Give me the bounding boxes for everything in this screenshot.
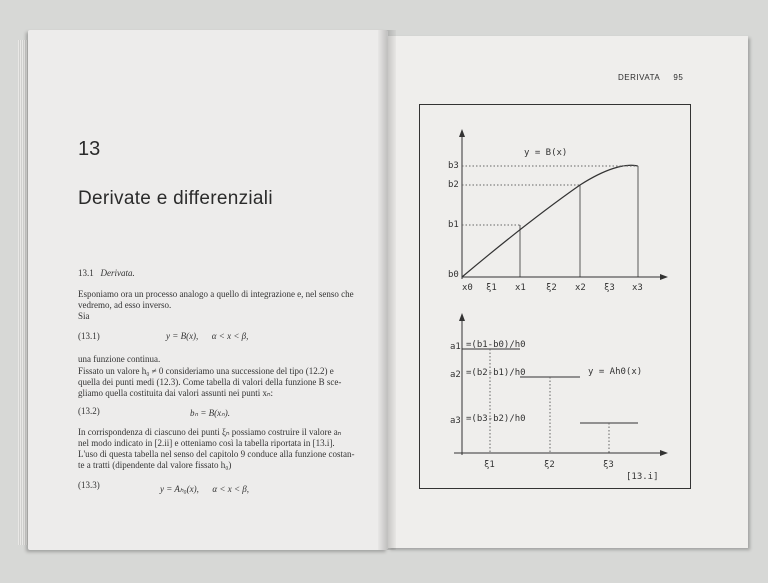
- section-title: Derivata.: [100, 268, 135, 278]
- b-label: b3: [448, 161, 459, 171]
- running-header: [618, 73, 683, 82]
- paragraph-line: te a tratti (dipendente dal valore fissato h₀): [78, 460, 232, 470]
- equation: bₙ = B(xₙ).: [190, 408, 230, 418]
- x-label: ξ1: [486, 283, 497, 293]
- x-label: ξ3: [604, 283, 615, 293]
- xi-label: ξ2: [544, 460, 555, 470]
- x-axis-arrow: [660, 274, 668, 280]
- paragraph-line: Sia: [78, 311, 90, 321]
- paragraph-line: una funzione continua.: [78, 354, 161, 364]
- paragraph-line: In corrispondenza di ciascuno dei punti ξₙ possiamo costruire il valore aₙ: [78, 427, 342, 437]
- x-label: ξ2: [546, 283, 557, 293]
- step-function-label: y = Ah0(x): [588, 367, 643, 377]
- a-label: a2: [450, 370, 461, 380]
- a-label: a3: [450, 416, 461, 426]
- equation-label: (13.3): [78, 480, 100, 490]
- equation-label: (13.2): [78, 406, 100, 416]
- paragraph-line: L'uso di questa tabella nel senso del capitolo 9 conduce alla funzione costan-: [78, 449, 355, 459]
- section-number: 13.1: [78, 268, 94, 278]
- x-label: x3: [632, 283, 643, 293]
- book-gutter: [378, 30, 396, 550]
- paragraph-line: quella dei punti medi (12.3). Come tabella di valori della funzione B sce-: [78, 377, 342, 387]
- x-label: x2: [575, 283, 586, 293]
- figure-13-i: [419, 104, 691, 489]
- x-label: x1: [515, 283, 526, 293]
- xi-label: ξ1: [484, 460, 495, 470]
- equation-label: (13.1): [78, 331, 100, 341]
- paragraph-line: vedremo, ad esso inverso.: [78, 300, 172, 310]
- a-formula: =(b2-b1)/h0: [466, 368, 526, 378]
- chapter-title: Derivate e differenziali: [78, 188, 273, 209]
- paragraph-line: nel modo indicato in [2.ii] e otteniamo così la tabella riportata in [13.i].: [78, 438, 335, 448]
- figure-reference: [13.i]: [626, 472, 659, 482]
- curve-label: y = B(x): [524, 148, 568, 158]
- equation: y = B(x), α < x < β,: [166, 331, 249, 341]
- paragraph-line: Fissato un valore h₀ ≠ 0 consideriamo una successione del tipo (12.2) e: [78, 366, 334, 376]
- figure-svg: [420, 105, 690, 488]
- paragraph-line: Esponiamo ora un processo analogo a quello di integrazione e, nel senso che: [78, 289, 354, 299]
- page-number: 95: [673, 73, 684, 82]
- y-axis-arrow: [459, 129, 465, 137]
- x-label: x0: [462, 283, 473, 293]
- y-axis-arrow: [459, 313, 465, 321]
- a-formula: =(b3-b2)/h0: [466, 414, 526, 424]
- equation: y = Aₕ₀(x), α < x < β,: [160, 484, 250, 494]
- header-title: DERIVATA: [618, 73, 660, 82]
- x-axis-arrow: [660, 450, 668, 456]
- b-label: b0: [448, 270, 459, 280]
- a-label: a1: [450, 342, 461, 352]
- b-label: b1: [448, 220, 459, 230]
- chapter-number: 13: [78, 138, 101, 160]
- b-label: b2: [448, 180, 459, 190]
- section-heading: [78, 268, 135, 279]
- xi-label: ξ3: [603, 460, 614, 470]
- paragraph-line: gliamo quella costituita dai valori assunti nei punti xₙ:: [78, 388, 274, 398]
- a-formula: =(b1-b0)/h0: [466, 340, 526, 350]
- curve-b: [462, 165, 638, 277]
